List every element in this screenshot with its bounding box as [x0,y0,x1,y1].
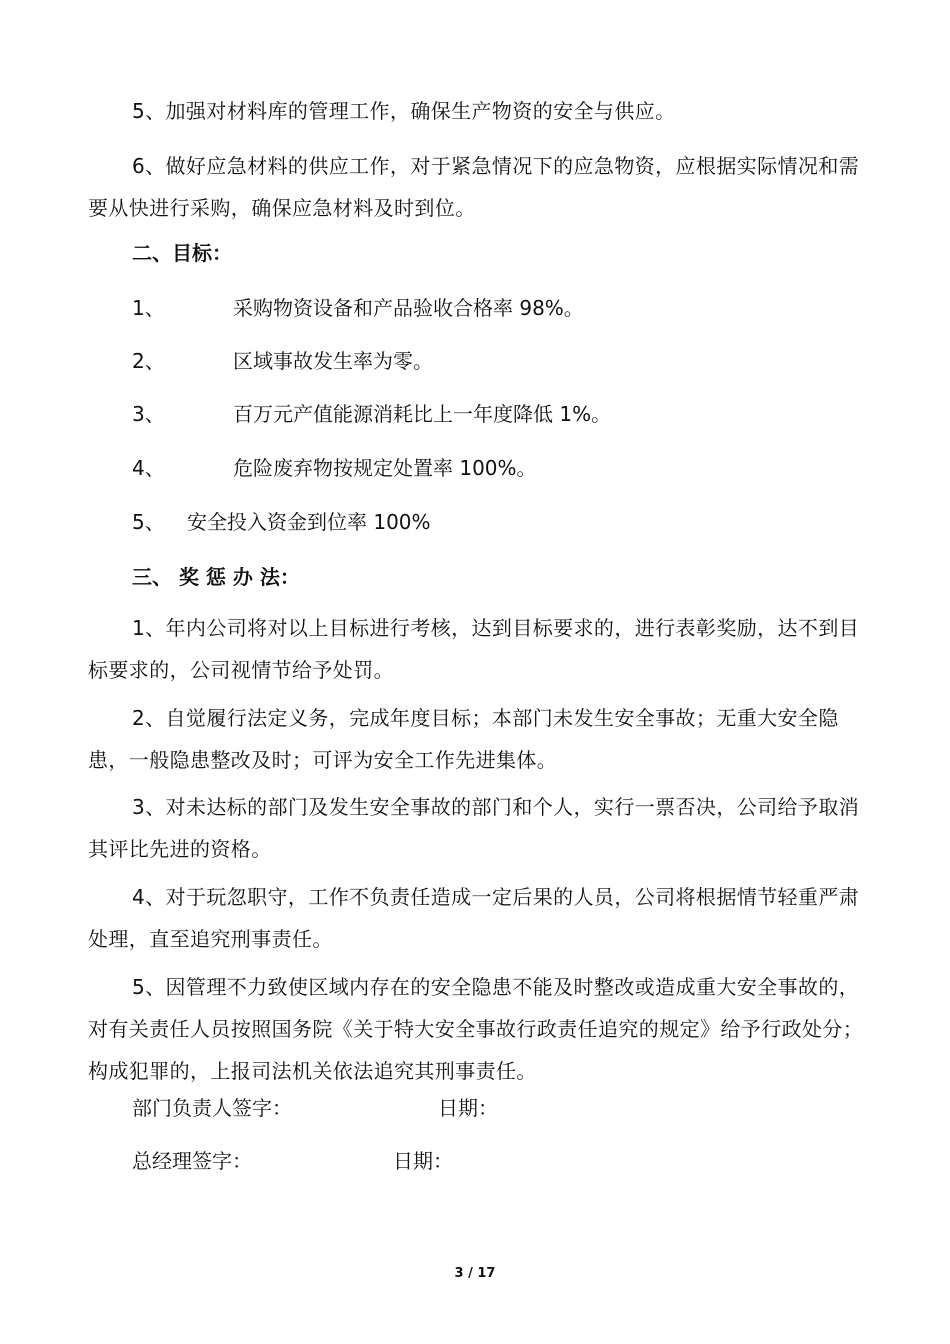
reward-item-2: 2、自觉履行法定义务，完成年度目标；本部门未发生安全事故；无重大安全隐患，一般隐患整改及时；可评为安全工作先进集体。 [88,706,839,772]
reward-item-5: 5、因管理不力致使区域内存在的安全隐患不能及时整改或造成重大安全事故的，对有关责任人员按照国务院《关于特大安全事故行政责任追究的规定》给予行政处分；构成犯罪的，上报司法机关依法追究其刑事责任。 [88,975,864,1083]
paragraph-item6: 6、做好应急材料的供应工作，对于紧急情况下的应急物资，应根据实际情况和需要从快进行采购，确保应急材料及时到位。 [88,154,860,220]
section3-heading: 三、 奖 惩 办 法： [132,565,300,589]
goal-4-number: 4、 [132,456,165,480]
paragraph-item5: 5、加强对材料库的管理工作，确保生产物资的安全与供应。 [132,99,676,123]
gm-signature-label: 总经理签字： [132,1149,252,1173]
gm-date-label: 日期： [393,1149,453,1173]
dept-head-signature-label: 部门负责人签字： [132,1096,292,1120]
goal-5-number: 5、 [132,510,165,534]
page-number: 3 / 17 [454,1266,496,1281]
goal-1-number: 1、 [132,296,165,320]
reward-item-3: 3、对未达标的部门及发生安全事故的部门和个人，实行一票否决，公司给予取消其评比先进的资格。 [88,795,860,861]
section2-heading: 二、目标： [132,241,232,265]
dept-date-label: 日期： [438,1096,498,1120]
goal-2-text: 区域事故发生率为零。 [233,349,433,373]
reward-item-1: 1、年内公司将对以上目标进行考核，达到目标要求的，进行表彰奖励，达不到目标要求的，公司视情节给予处罚。 [88,616,860,682]
goal-2-number: 2、 [132,349,165,373]
reward-item-4: 4、对于玩忽职守，工作不负责任造成一定后果的人员，公司将根据情节轻重严肃处理，直至追究刑事责任。 [88,885,860,951]
goal-5-text: 安全投入资金到位率 100% [187,510,431,534]
goal-4-text: 危险废弃物按规定处置率 100%。 [233,456,537,480]
goal-1-text: 采购物资设备和产品验收合格率 98%。 [233,296,584,320]
goal-3-text: 百万元产值能源消耗比上一年度降低 1%。 [233,402,612,426]
goal-3-number: 3、 [132,402,165,426]
